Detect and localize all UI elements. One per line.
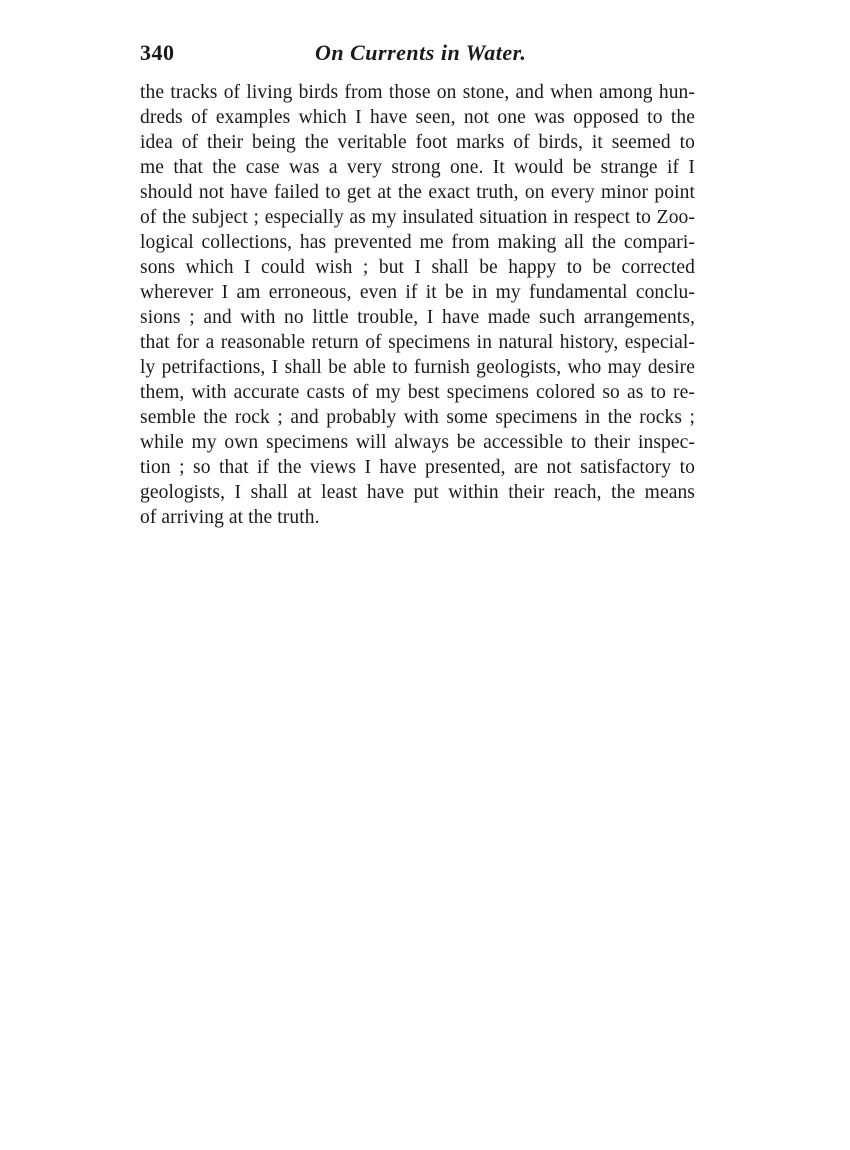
page-header (140, 40, 695, 70)
running-title: On Currents in Water. (315, 40, 527, 65)
text-line: ly petrifactions, I shall be able to furnish geologists, who may desire (140, 357, 695, 378)
page-number: 340 (140, 40, 175, 65)
text-line: geologists, I shall at least have put within their reach, the means (140, 482, 695, 503)
text-line: sons which I could wish ; but I shall be happy to be corrected (140, 257, 695, 278)
text-line: logical collections, has prevented me from making all the compari- (140, 232, 695, 253)
text-line: while my own specimens will always be accessible to their inspec- (140, 432, 695, 453)
text-line: of the subject ; especially as my insulated situation in respect to Zoo- (140, 207, 695, 228)
body-paragraph (140, 80, 695, 530)
text-line: wherever I am erroneous, even if it be in my fundamental conclu- (140, 282, 695, 303)
text-line: the tracks of living birds from those on stone, and when among hun- (140, 82, 695, 103)
text-line: dreds of examples which I have seen, not one was opposed to the (140, 107, 695, 128)
text-line: idea of their being the veritable foot marks of birds, it seemed to (140, 132, 695, 153)
text-line: semble the rock ; and probably with some specimens in the rocks ; (140, 407, 695, 428)
text-line: tion ; so that if the views I have presented, are not satisfactory to (140, 457, 695, 478)
text-line: that for a reasonable return of specimens in natural history, especial- (140, 332, 695, 353)
text-line: them, with accurate casts of my best specimens colored so as to re- (140, 382, 695, 403)
text-line: of arriving at the truth. (140, 507, 320, 528)
text-line: sions ; and with no little trouble, I have made such arrangements, (140, 307, 695, 328)
text-line: should not have failed to get at the exact truth, on every minor point (140, 182, 695, 203)
text-line: me that the case was a very strong one. It would be strange if I (140, 157, 695, 178)
